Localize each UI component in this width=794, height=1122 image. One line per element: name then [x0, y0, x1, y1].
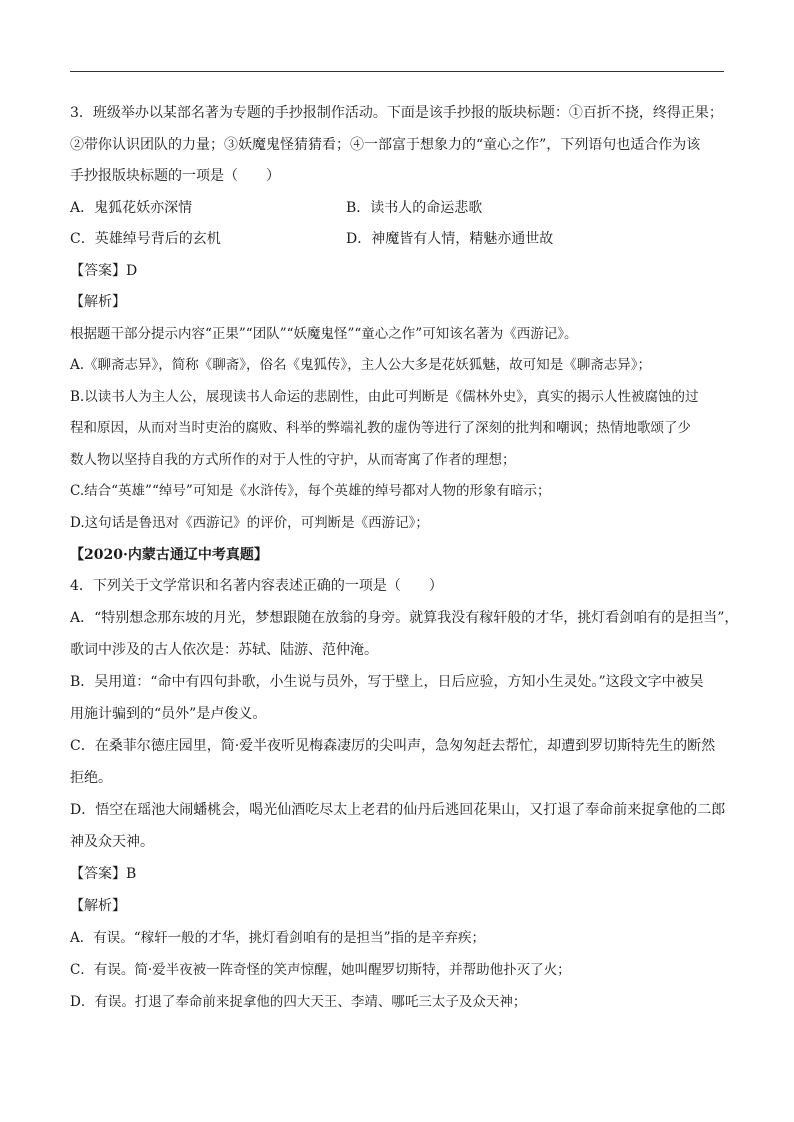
q4-answer: 【答案】B	[70, 866, 137, 882]
q4-option-c-line-1: C．在桑菲尔德庄园里，简·爱半夜听见梅森凄厉的尖叫声，急匆匆赶去帮忙，却遭到罗切斯特先生的断然	[70, 738, 716, 754]
q4-option-a-line-1: A．“特别想念那东坡的月光，梦想跟随在放翁的身旁。就算我没有稼轩般的才华，挑灯看剑咱有的是担当”，	[70, 610, 739, 626]
q4-option-a-line-2: 歌词中涉及的古人依次是：苏轼、陆游、范仲淹。	[70, 642, 378, 658]
q4-option-d-line-2: 神及众天神。	[70, 834, 154, 850]
q3-option-d	[346, 230, 553, 248]
option-text: 神魔皆有人情，精魅亦通世故	[371, 231, 554, 247]
option-text: 英雄绰号背后的玄机	[94, 231, 221, 247]
section-title: 【2020·内蒙古通辽中考真题】	[70, 547, 268, 563]
option-text: 鬼狐花妖亦深情	[94, 200, 193, 216]
q4-option-d-line-1: D．悟空在瑶池大闹蟠桃会，喝光仙酒吃尽太上老君的仙丹后逃回花果山，又打退了奉命前来捉拿他的二郎	[70, 802, 726, 818]
option-label: B．	[346, 200, 371, 216]
q4-analysis-line-3: D．有误。打退了奉命前来捉拿他的四大天王、李靖、哪吒三太子及众天神；	[70, 994, 527, 1010]
option-label: C．	[70, 231, 95, 247]
q3-analysis-line-5: 数人物以坚持自我的方式所作的对于人性的守护，从而寄寓了作者的理想；	[70, 452, 516, 468]
q3-analysis-line-7: D.这句话是鲁迅对《西游记》的评价，可判断是《西游记》；	[70, 515, 429, 531]
header-rule	[70, 71, 724, 72]
q3-analysis-title: 【解析】	[70, 294, 126, 310]
q3-analysis-line-4: 程和原因，从而对当时吏治的腐败、科举的弊端礼教的虚伪等进行了深刻的批判和嘲讽；热情地歌颂了少	[70, 420, 691, 436]
q4-option-b-line-2: 用施计骗到的“员外”是卢俊义。	[70, 706, 267, 722]
q4-analysis-title: 【解析】	[70, 898, 126, 914]
q3-answer: 【答案】D	[70, 263, 138, 279]
q3-stem-line-3: 手抄报版块标题的一项是（ ）	[70, 168, 280, 184]
option-label: D．	[346, 231, 372, 247]
q3-analysis-line-1: 根据题干部分提示内容“正果”“团队”“妖魔鬼怪”“童心之作”可知该名著为《西游记》。	[70, 326, 578, 342]
q3-stem-line-2: ②带你认识团队的力量；③妖魔鬼怪猜猜看；④一部富于想象力的“童心之作”，下列语句也适合作为该	[70, 137, 701, 153]
q4-option-c-line-2: 拒绝。	[70, 770, 112, 786]
q3-analysis-line-2: A.《聊斋志异》，简称《聊斋》，俗名《鬼狐传》，主人公大多是花妖狐魅，故可知是《聊斋志异》；	[70, 357, 652, 373]
option-label: A．	[70, 200, 95, 216]
q3-analysis-line-6: C.结合“英雄”“绰号”可知是《水浒传》，每个英雄的绰号都对人物的形象有暗示；	[70, 483, 551, 499]
q4-option-b-line-1: B．吴用道：“命中有四句卦歌，小生说与员外，写于壁上，日后应验，方知小生灵处。”这段文字中被吴	[70, 674, 704, 690]
q4-analysis-line-2: C．有误。简·爱半夜被一阵奇怪的笑声惊醒，她叫醒罗切斯特，并帮助他扑灭了火；	[70, 962, 571, 978]
q3-option-a	[70, 199, 192, 217]
q4-analysis-line-1: A．有误。“稼轩一般的才华，挑灯看剑咱有的是担当”指的是辛弃疾；	[70, 930, 486, 946]
q3-stem-line-1: 3．班级举办以某部名著为专题的手抄报制作活动。下面是该手抄报的版块标题：①百折不挠，终得正果；	[70, 105, 723, 121]
q4-stem: 4．下列关于文学常识和名著内容表述正确的一项是（ ）	[70, 578, 443, 594]
q3-analysis-line-3: B.以读书人为主人公，展现读书人命运的悲剧性，由此可判断是《儒林外史》，真实的揭示人性被腐蚀的过	[70, 389, 699, 405]
q3-option-c	[70, 230, 221, 248]
option-text: 读书人的命运悲歌	[370, 200, 483, 216]
q3-option-b	[346, 199, 482, 217]
